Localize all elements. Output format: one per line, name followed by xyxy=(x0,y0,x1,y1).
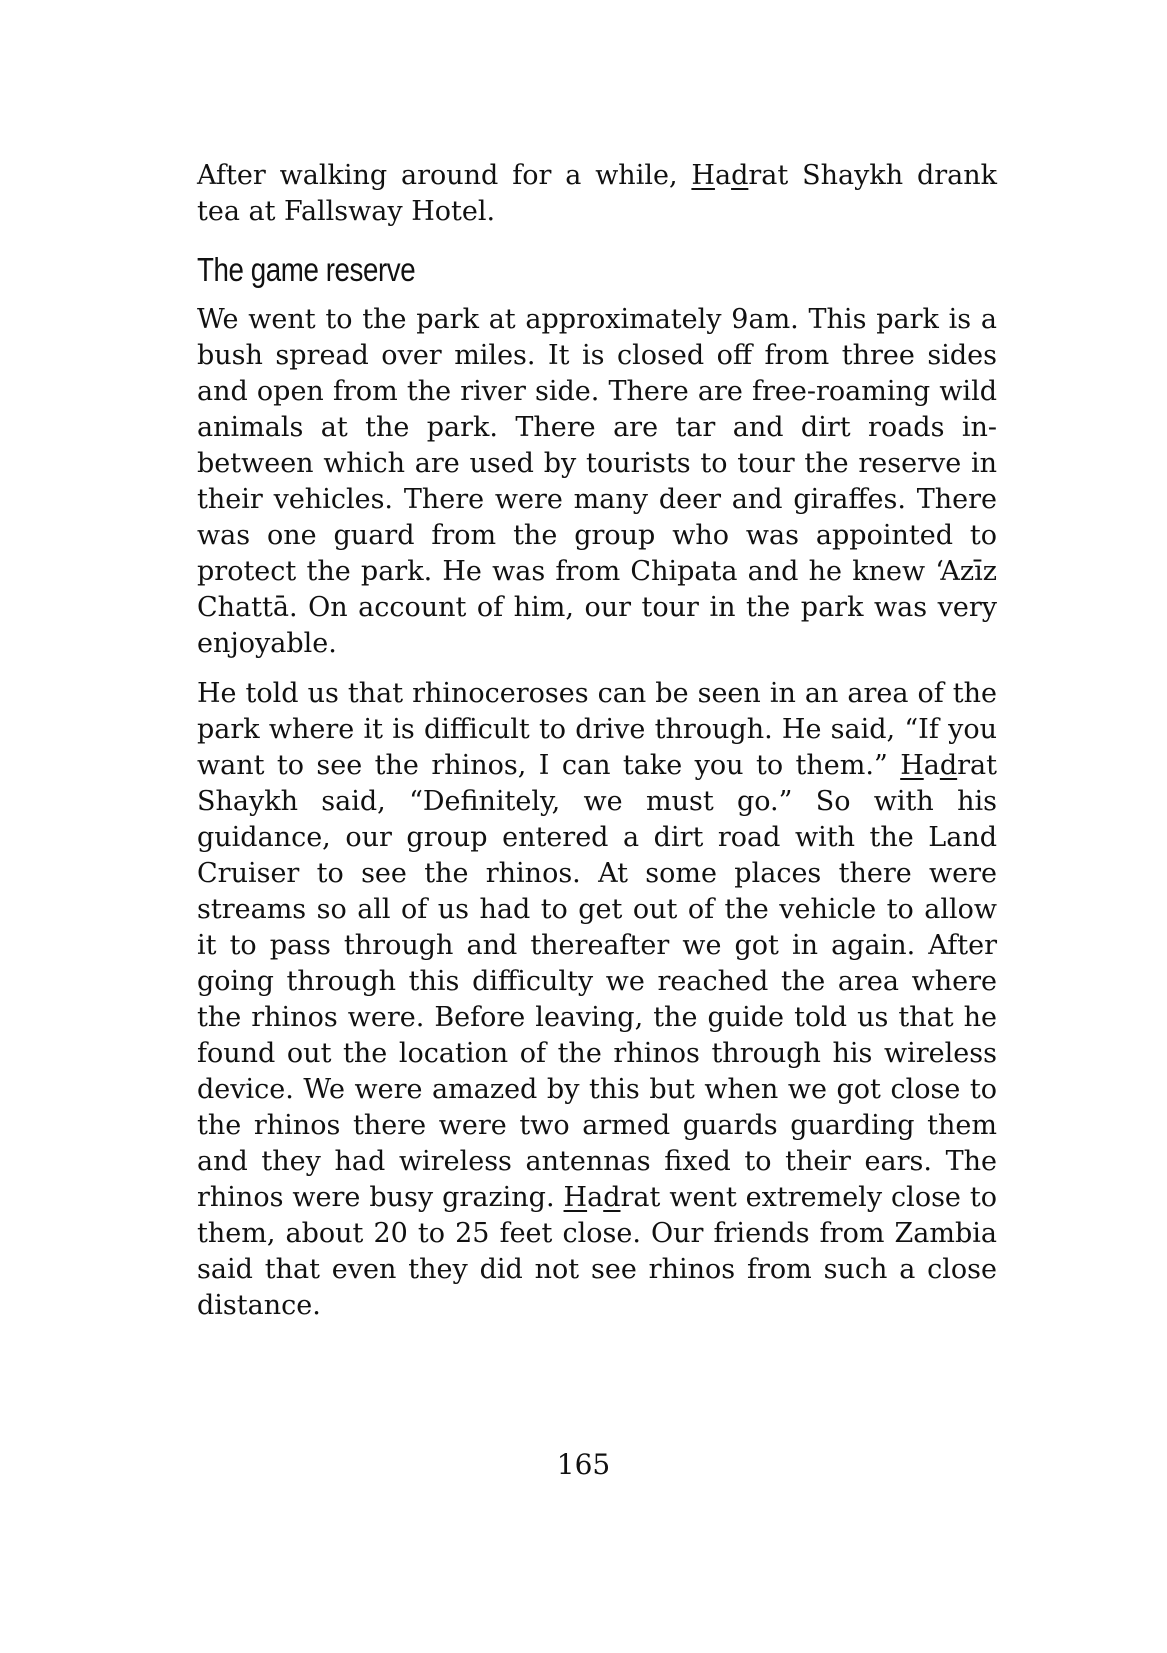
paragraph-rhinos-text-1: He told us that rhinoceroses can be seen in an area of the park where it is difficult to drive through. He said, “If you want to see the rhinos, I can take you to them.” xyxy=(197,678,997,781)
hadrat-underlined-h: H xyxy=(691,160,715,191)
hadrat-underlined-d: d xyxy=(603,1182,621,1213)
hadrat-rest: rat xyxy=(748,160,789,191)
paragraph-intro-text-start: After walking around for a while, xyxy=(197,160,692,191)
hadrat-a: a xyxy=(587,1182,604,1213)
page-body xyxy=(197,158,997,1324)
hadrat-rest: rat xyxy=(620,1182,661,1213)
hadrat-rest: rat xyxy=(957,750,997,781)
hadrat-a: a xyxy=(714,160,732,191)
paragraph-rhinos-text-2: Shaykh said, “Definitely, we must go.” So with his guidance, our group entered a dirt road with the Land Cruiser to see the rhinos. At some places there were streams so all of us had to get out of the vehicle to allow it to pass through and thereafter we got in again. After going through this difficulty we reached the area where the rhinos were. Before leaving, the guide told us that he found out the location of the rhinos through his wireless device. We were amazed by this but when we got close to the rhinos there were two armed guards guarding them and they had wireless antennas fixed to their ears. The rhinos were busy grazing. xyxy=(197,786,997,1213)
page-number: 165 xyxy=(556,1448,611,1481)
paragraph-intro-text-end: Shaykh drank tea at Fallsway Hotel. xyxy=(197,160,997,227)
section-heading: The game reserve xyxy=(197,251,416,288)
paragraph-intro xyxy=(197,158,997,230)
hadrat-a: a xyxy=(923,750,940,781)
hadrat-underlined-d: d xyxy=(939,750,958,781)
hadrat-underlined-h: H xyxy=(563,1182,588,1213)
hadrat-underlined-d: d xyxy=(731,160,749,191)
paragraph-rhinos xyxy=(197,676,997,1324)
hadrat-underlined-h: H xyxy=(900,750,924,781)
paragraph-rhinos-text-3: went extremely close to them, about 20 to 25 feet close. Our friends from Zambia said that even they did not see rhinos from such a close distance. xyxy=(197,1182,997,1321)
paragraph-park: We went to the park at approximately 9am. This park is a bush spread over miles. It is closed off from three sides and open from the river side. There are free-roaming wild animals at the park. There are tar and dirt roads in-between which are used by tourists to tour the reserve in their vehicles. There were many deer and giraffes. There was one guard from the group who was appointed to protect the park. He was from Chipata and he knew ‘Azīz Chattā. On account of him, our tour in the park was very enjoyable. xyxy=(197,304,997,659)
